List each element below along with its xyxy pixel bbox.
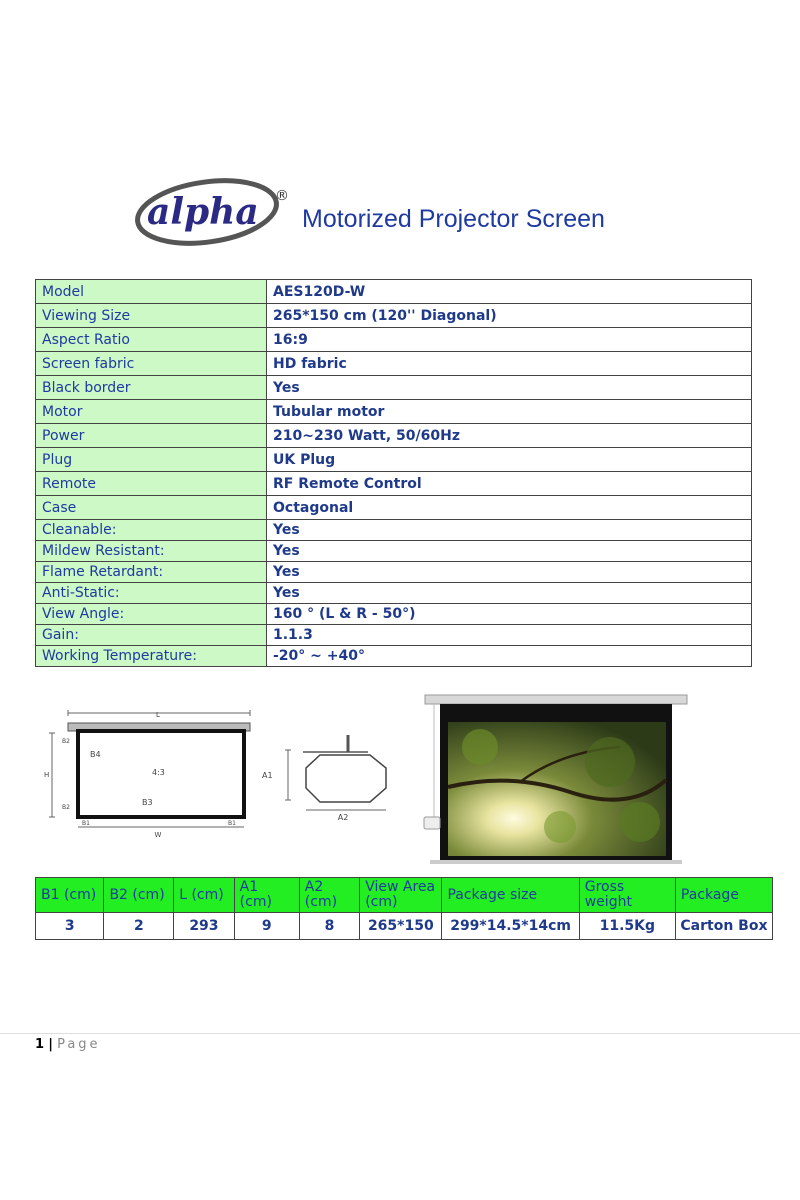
alpha-logo — [135, 172, 295, 246]
spec-value: Yes — [267, 541, 752, 562]
page-separator: | — [48, 1037, 53, 1052]
dim-header: View Area (cm) — [360, 878, 442, 913]
spec-value: Tubular motor — [267, 400, 752, 424]
dim-value: 8 — [299, 913, 359, 940]
page-number: 1 — [35, 1037, 45, 1052]
spec-value: Yes — [267, 583, 752, 604]
spec-row — [36, 376, 752, 400]
case-cross-section-diagram — [258, 730, 398, 830]
dim-value: 265*150 — [360, 913, 442, 940]
spec-row — [36, 646, 752, 667]
spec-value: 1.1.3 — [267, 625, 752, 646]
spec-label: View Angle: — [36, 604, 267, 625]
spec-label: Flame Retardant: — [36, 562, 267, 583]
spec-label: Aspect Ratio — [36, 328, 267, 352]
label-l: L — [156, 711, 160, 719]
spec-row — [36, 541, 752, 562]
dim-header: L (cm) — [174, 878, 234, 913]
spec-value: Yes — [267, 520, 752, 541]
dim-value: 11.5Kg — [579, 913, 675, 940]
label-b1-right: B1 — [228, 820, 236, 827]
spec-value: 265*150 cm (120'' Diagonal) — [267, 304, 752, 328]
spec-value: RF Remote Control — [267, 472, 752, 496]
spec-row — [36, 625, 752, 646]
spec-label: Viewing Size — [36, 304, 267, 328]
page-footer — [35, 1037, 101, 1052]
dim-value: 9 — [234, 913, 299, 940]
label-b2-bottom: B2 — [62, 804, 70, 811]
spec-row — [36, 562, 752, 583]
spec-value: 16:9 — [267, 328, 752, 352]
spec-label: Anti-Static: — [36, 583, 267, 604]
dimensions-table — [35, 877, 773, 940]
spec-value: HD fabric — [267, 352, 752, 376]
spec-row — [36, 448, 752, 472]
spec-label: Cleanable: — [36, 520, 267, 541]
spec-value: UK Plug — [267, 448, 752, 472]
spec-value: Octagonal — [267, 496, 752, 520]
spec-label: Power — [36, 424, 267, 448]
dim-header: Package — [675, 878, 772, 913]
label-a2: A2 — [337, 813, 349, 822]
dim-header: B2 (cm) — [104, 878, 174, 913]
spec-value: -20° ~ +40° — [267, 646, 752, 667]
dim-header: A2 (cm) — [299, 878, 359, 913]
spec-row — [36, 400, 752, 424]
spec-label: Plug — [36, 448, 267, 472]
label-b3: B3 — [142, 798, 153, 807]
label-b1-left: B1 — [82, 820, 90, 827]
spec-value: AES120D-W — [267, 280, 752, 304]
product-photo — [420, 692, 690, 867]
page-title: Motorized Projector Screen — [302, 205, 605, 233]
spec-label: Screen fabric — [36, 352, 267, 376]
dim-header: Package size — [442, 878, 579, 913]
spec-row — [36, 304, 752, 328]
label-a1: A1 — [262, 771, 273, 780]
spec-label: Mildew Resistant: — [36, 541, 267, 562]
registered-mark: ® — [275, 188, 289, 204]
dim-value: 293 — [174, 913, 234, 940]
dim-header: B1 (cm) — [36, 878, 104, 913]
dim-header: Gross weight — [579, 878, 675, 913]
spec-value: 160 ° (L & R - 50°) — [267, 604, 752, 625]
spec-row — [36, 280, 752, 304]
spec-row — [36, 472, 752, 496]
dim-value: 299*14.5*14cm — [442, 913, 579, 940]
spec-value: Yes — [267, 562, 752, 583]
spec-row — [36, 352, 752, 376]
label-ratio: 4:3 — [152, 768, 165, 777]
spec-value: Yes — [267, 376, 752, 400]
spec-label: Motor — [36, 400, 267, 424]
label-b4: B4 — [90, 750, 101, 759]
spec-label: Black border — [36, 376, 267, 400]
dim-header: A1 (cm) — [234, 878, 299, 913]
label-b2-top: B2 — [62, 738, 70, 745]
dim-value: Carton Box — [675, 913, 772, 940]
spec-label: Gain: — [36, 625, 267, 646]
spec-row — [36, 424, 752, 448]
spec-label: Model — [36, 280, 267, 304]
spec-row — [36, 583, 752, 604]
spec-row — [36, 328, 752, 352]
screen-dimension-diagram — [40, 705, 260, 845]
logo-text: alpha — [147, 191, 259, 233]
spec-label: Working Temperature: — [36, 646, 267, 667]
footer-divider — [0, 1033, 800, 1034]
specs-table — [35, 279, 752, 667]
spec-label: Case — [36, 496, 267, 520]
dim-value: 2 — [104, 913, 174, 940]
spec-label: Remote — [36, 472, 267, 496]
spec-row — [36, 604, 752, 625]
spec-row — [36, 496, 752, 520]
label-w: W — [154, 831, 162, 839]
spec-value: 210~230 Watt, 50/60Hz — [267, 424, 752, 448]
spec-row — [36, 520, 752, 541]
label-h: H — [44, 771, 50, 779]
page-label: Page — [57, 1037, 101, 1052]
dim-value: 3 — [36, 913, 104, 940]
